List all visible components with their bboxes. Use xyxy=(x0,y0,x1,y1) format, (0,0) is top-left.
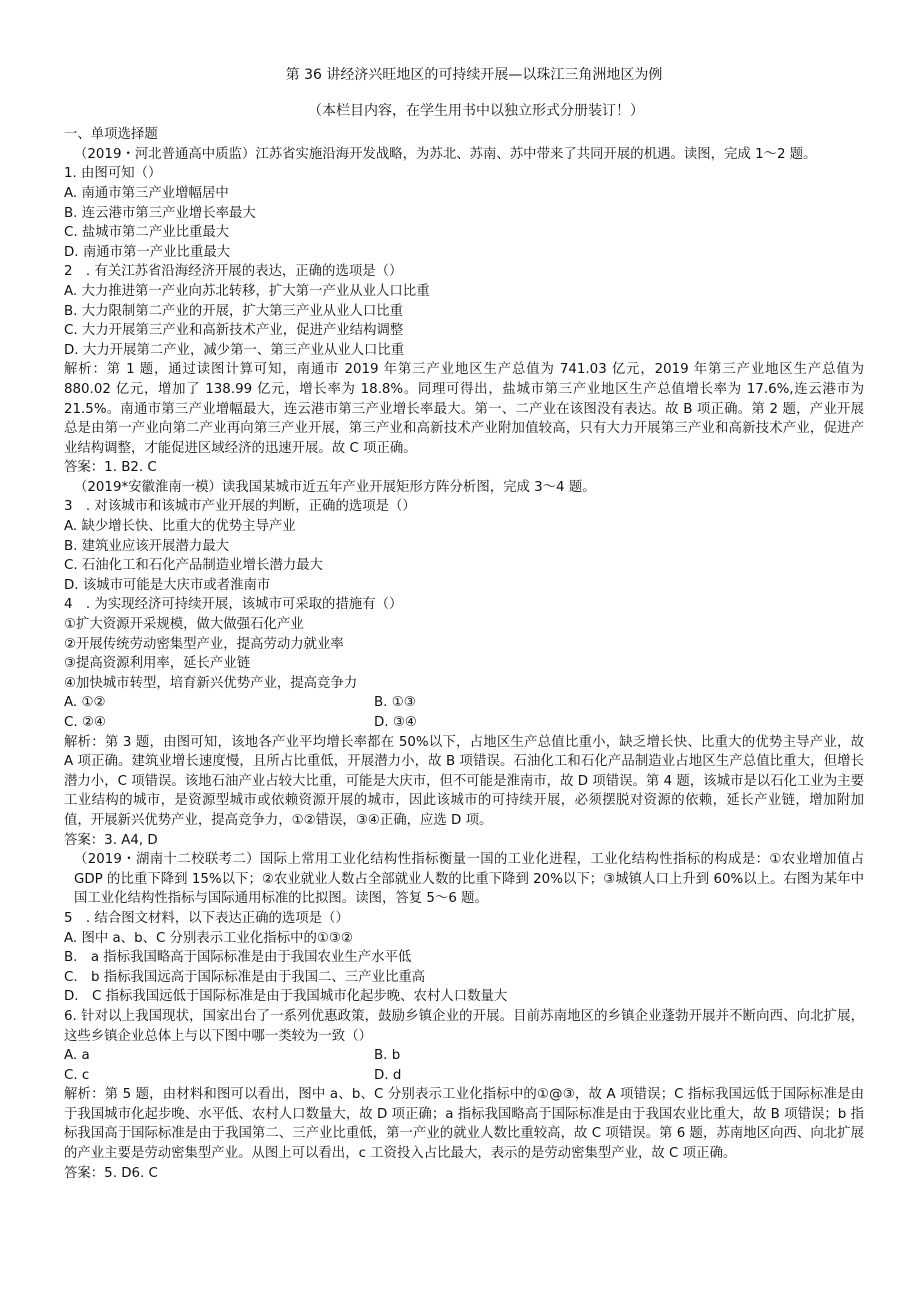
group2-answer: 答案：3. A4, D xyxy=(64,832,158,848)
q5-option-d: D. C 指标我国远低于国际标准是由于我国城市化起步晚、农村人口数量大 xyxy=(64,989,508,1005)
q4-item-3: ③提高资源利用率，延长产业链 xyxy=(64,656,251,672)
q1-option-c: C. 盐城市第二产业比重最大 xyxy=(64,225,230,241)
q6-stem: 6. 针对以上我国现状，国家出台了一系列优惠政策，鼓励乡镇企业的开展。目前苏南地区的乡镇企业蓬勃开展并不断向西、向北扩展，这些乡镇企业总体上与以下图中哪一类较为一致（） xyxy=(64,1008,864,1044)
section-heading: 一、单项选择题 xyxy=(64,127,158,143)
q4-option-b: B. ①③ xyxy=(374,695,416,711)
q5-option-c: C. b 指标我国远高于国际标准是由于我国二、三产业比重高 xyxy=(64,969,426,985)
group2-intro: （2019*安徽淮南一模）读我国某城市近五年产业开展矩形方阵分析图，完成 3～4 题。 xyxy=(74,479,596,495)
group3-intro: （2019・湖南十二校联考二）国际上常用工业化结构性指标衡量一国的工业化进程，工业化结构性指标的构成是：①农业增加值占 GDP 的比重下降到 15%以下；②农业就业人数占全部就业人数的比重下降到 20%以下；③城镇人口上升到 60%以上。右图为某年中国工业化结构性指标与国际通用标准的比拟图。读图，答复 5～6 题。 xyxy=(74,852,864,907)
q4-item-2: ②开展传统劳动密集型产业，提高劳动力就业率 xyxy=(64,636,344,652)
q4-item-4: ④加快城市转型，培育新兴优势产业，提高竞争力 xyxy=(64,675,358,691)
group3-analysis: 解析：第 5 题，由材料和图可以看出，图中 a、b、C 分别表示工业化指标中的①@③，故 A 项错误；C 指标我国远低于国际标准是由于我国城市化起步晚、水平低、农村人口数量大，故 D 项正确；a 指标我国略高于国际标准是由于我国农业比重大，故 B 项错误；b 指标我国高于国际标准是由于我国第二、三产业比重低，第一产业的就业人数比重较高，故 C 项错误。第 6 题，苏南地区向西、向北扩展的产业主要是劳动密集型产业。从图上可以看出，c 工资投入占比最大，表示的是劳动密集型产业，故 C 项正确。 xyxy=(64,1087,864,1162)
q4-options-row-2 xyxy=(64,713,864,733)
q3-option-d: D. 该城市可能是大庆市或者淮南市 xyxy=(64,577,271,593)
q2-option-a: A. 大力推进第一产业向苏北转移，扩大第一产业从业人口比重 xyxy=(64,283,430,299)
q6-option-d: D. d xyxy=(374,1067,402,1083)
q5-option-a: A. 图中 a、b、C 分别表示工业化指标中的①③② xyxy=(64,930,353,946)
page-title: 第 36 讲经济兴旺地区的可持续开展—以珠江三角洲地区为例 xyxy=(285,67,663,83)
q4-option-d: D. ③④ xyxy=(374,715,417,730)
q6-option-b: B. b xyxy=(374,1048,401,1064)
q6-options-row-2 xyxy=(64,1066,864,1086)
page-subtitle: （本栏目内容，在学生用书中以独立形式分册装订！） xyxy=(308,102,644,119)
group1-answer: 答案：1. B2. C xyxy=(64,460,157,476)
q4-options-row-1 xyxy=(64,693,864,713)
q1-option-b: B. 连云港市第三产业增长率最大 xyxy=(64,205,256,221)
q2-option-b: B. 大力限制第二产业的开展，扩大第三产业从业人口比重 xyxy=(64,303,404,319)
q4-option-c: C. ②④ xyxy=(64,715,106,730)
group2-analysis: 解析：第 3 题，由图可知，该地各产业平均增长率都在 50%以下，占地区生产总值比重小，缺乏增长快、比重大的优势主导产业，故 A 项正确。建筑业增长速度慢，且所占比重低，开展潜力小，故 B 项错误。石油化工和石化产品制造业占地区生产总值比重大，但增长潜力小，C 项错误。该地石油产业占较大比重，可能是大庆市，但不可能是淮南市，故 D 项错误。第 4 题，该城市是以石化工业为主要工业结构的城市，是资源型城市或依赖资源开展的城市，因此该城市的可持续开展，必须摆脱对资源的依赖，延长产业链，增加附加值，开展新兴优势产业，提高竞争力，①②错误，③④正确，应选 D 项。 xyxy=(64,734,864,828)
q6-options-row-1 xyxy=(64,1046,864,1066)
q1-stem: 1. 由图可知（） xyxy=(64,166,162,182)
q5-option-b: B. a 指标我国略高于国际标准是由于我国农业生产水平低 xyxy=(64,950,412,966)
q3-option-a: A. 缺少增长快、比重大的优势主导产业 xyxy=(64,519,296,535)
q2-option-d: D. 大力开展第二产业，减少第一、第三产业从业人口比重 xyxy=(64,342,405,358)
q4-stem: 4 . 为实现经济可持续开展，该城市可采取的措施有（） xyxy=(64,597,403,613)
q3-option-c: C. 石油化工和石化产品制造业增长潜力最大 xyxy=(64,558,323,574)
q6-option-c: C. c xyxy=(64,1067,90,1083)
q3-option-b: B. 建筑业应该开展潜力最大 xyxy=(64,538,229,554)
document-page xyxy=(64,66,864,1183)
q4-item-1: ①扩大资源开采规模，做大做强石化产业 xyxy=(64,617,304,633)
q4-option-a: A. ①② xyxy=(64,695,106,711)
group1-analysis: 解析：第 1 题，通过读图计算可知，南通市 2019 年第三产业地区生产总值为 741.03 亿元，2019 年第三产业地区生产总值为 880.02 亿元，增加了 138.99 亿元，增长率为 18.8%。同理可得出，盐城市第三产业地区生产总值增长率为 17.6%,连云港市为 21.5%。南通市第三产业增幅最大，连云港市第三产业增长率最大。第一、二产业在该图没有表达。故 B 项正确。第 2 题，产业开展总是由第一产业向第二产业再向第三产业开展，第三产业和高新技术产业附加值较高，只有大力开展第三产业和高新技术产业，促进产业结构调整，才能促进区域经济的迅速开展。故 C 项正确。 xyxy=(64,362,864,456)
q1-option-d: D. 南通市第一产业比重最大 xyxy=(64,244,231,260)
q1-option-a: A. 南通市第三产业增幅居中 xyxy=(64,185,229,201)
q2-option-c: C. 大力开展第三产业和高新技术产业，促进产业结构调整 xyxy=(64,323,404,339)
q3-stem: 3 . 对该城市和该城市产业开展的判断，正确的选项是（） xyxy=(64,499,416,515)
group1-intro: （2019・河北普通高中质监）江苏省实施沿海开发战略，为苏北、苏南、苏中带来了共同开展的机遇。读图，完成 1～2 题。 xyxy=(74,146,817,162)
q6-option-a: A. a xyxy=(64,1048,90,1064)
q2-stem: 2 . 有关江苏省沿海经济开展的表达，正确的选项是（） xyxy=(64,264,403,280)
group3-answer: 答案：5. D6. C xyxy=(64,1165,158,1181)
q5-stem: 5 . 结合图文材料，以下表达正确的选项是（） xyxy=(64,910,349,926)
